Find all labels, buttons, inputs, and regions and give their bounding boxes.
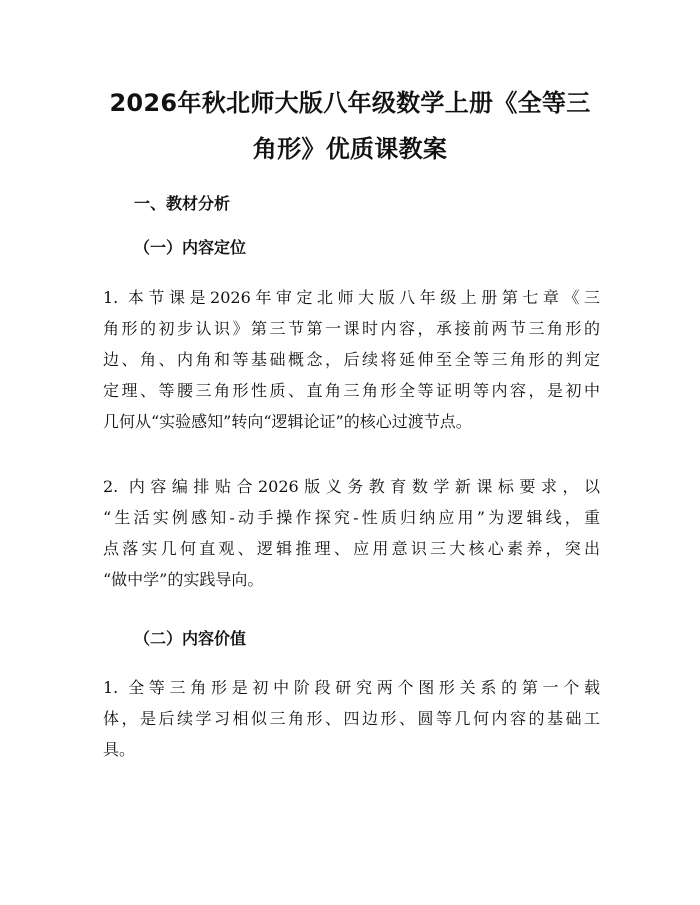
paragraph-line: 体，是后续学习相似三角形、四边形、圆等几何内容的基础工 — [103, 709, 600, 728]
paragraph-line: 具。 — [103, 740, 136, 759]
paragraph-content-value-1 — [103, 672, 600, 765]
paragraph-line: 角形的初步认识》第三节第一课时内容，承接前两节三角形的 — [103, 319, 600, 338]
paragraph-line: 几何从“实验感知”转向“逻辑论证”的核心过渡节点。 — [103, 412, 472, 431]
paragraph-line: 边、角、内角和等基础概念，后续将延伸至全等三角形的判定 — [103, 350, 600, 369]
section-heading-teaching-material-analysis: 一、教材分析 — [134, 194, 231, 213]
document-title-line-1: 2026年秋北师大版八年级数学上册《全等三 — [109, 89, 591, 117]
document-title-line-2: 角形》优质课教案 — [252, 135, 448, 163]
subsection-heading-content-value: （二）内容价值 — [134, 629, 247, 648]
paragraph-line: “生活实例感知-动手操作探究-性质归纳应用”为逻辑线，重 — [103, 508, 600, 527]
paragraph-line: “做中学”的实践导向。 — [103, 570, 264, 589]
paragraph-line: 定理、等腰三角形性质、直角三角形全等证明等内容，是初中 — [103, 381, 600, 400]
paragraph-line: 1. 全等三角形是初中阶段研究两个图形关系的第一个载 — [103, 678, 600, 697]
paragraph-content-positioning-2 — [103, 471, 600, 595]
paragraph-line: 1. 本节课是2026年审定北师大版八年级上册第七章《三 — [103, 288, 600, 307]
paragraph-content-positioning-1 — [103, 282, 600, 437]
paragraph-line: 点落实几何直观、逻辑推理、应用意识三大核心素养，突出 — [103, 539, 600, 558]
subsection-heading-content-positioning: （一）内容定位 — [134, 238, 247, 257]
paragraph-line: 2. 内容编排贴合2026版义务教育数学新课标要求，以 — [103, 477, 600, 496]
